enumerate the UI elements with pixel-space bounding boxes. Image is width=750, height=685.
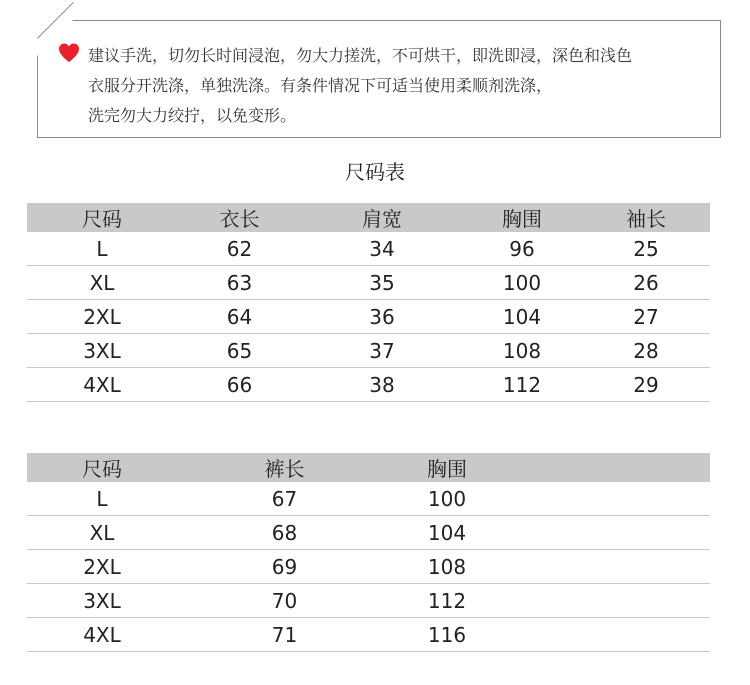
table-cell: 116 — [392, 618, 502, 652]
table-cell: 25 — [582, 232, 710, 266]
table-row — [27, 334, 710, 368]
table-row — [27, 550, 710, 584]
size-cell: L — [27, 482, 177, 516]
table-cell: 62 — [177, 232, 302, 266]
table-cell: 28 — [582, 334, 710, 368]
table-cell: 68 — [177, 516, 392, 550]
care-note-box — [37, 20, 721, 138]
table-cell: 65 — [177, 334, 302, 368]
table-row — [27, 516, 710, 550]
table-header-row — [27, 203, 710, 232]
table-cell: 100 — [392, 482, 502, 516]
header-cell: 尺码 — [27, 453, 177, 482]
top-size-table — [27, 203, 710, 402]
header-spacer — [502, 453, 710, 482]
table-spacer — [502, 482, 710, 516]
table-cell: 35 — [302, 266, 462, 300]
care-note-line: 衣服分开洗涤，单独洗涤。有条件情况下可适当使用柔顺剂洗涤， — [88, 76, 553, 95]
table-cell: 63 — [177, 266, 302, 300]
table-cell: 108 — [462, 334, 582, 368]
bottom-size-table — [27, 453, 710, 652]
header-cell: 袖长 — [582, 203, 710, 232]
header-cell: 衣长 — [177, 203, 302, 232]
size-cell: 4XL — [27, 368, 177, 402]
table-spacer — [502, 550, 710, 584]
table-cell: 112 — [392, 584, 502, 618]
table-cell: 100 — [462, 266, 582, 300]
table-row — [27, 300, 710, 334]
table-cell: 66 — [177, 368, 302, 402]
table-spacer — [502, 618, 710, 652]
table-row — [27, 266, 710, 300]
heart-icon — [58, 43, 80, 63]
table-cell: 69 — [177, 550, 392, 584]
table-cell: 29 — [582, 368, 710, 402]
size-cell: 4XL — [27, 618, 177, 652]
care-note-text — [88, 41, 632, 131]
table-cell: 96 — [462, 232, 582, 266]
table-cell: 37 — [302, 334, 462, 368]
table-cell: 71 — [177, 618, 392, 652]
table-row — [27, 584, 710, 618]
size-cell: 3XL — [27, 584, 177, 618]
table-cell: 64 — [177, 300, 302, 334]
header-cell: 肩宽 — [302, 203, 462, 232]
size-cell: 2XL — [27, 550, 177, 584]
table-cell: 26 — [582, 266, 710, 300]
header-cell: 胸围 — [392, 453, 502, 482]
table-cell: 112 — [462, 368, 582, 402]
care-note-line: 建议手洗，切勿长时间浸泡，勿大力搓洗，不可烘干，即洗即浸，深色和浅色 — [88, 46, 633, 65]
table-cell: 34 — [302, 232, 462, 266]
table-spacer — [502, 516, 710, 550]
table-row — [27, 232, 710, 266]
header-cell: 裤长 — [177, 453, 392, 482]
table-cell: 70 — [177, 584, 392, 618]
size-cell: 2XL — [27, 300, 177, 334]
size-cell: L — [27, 232, 177, 266]
size-cell: XL — [27, 266, 177, 300]
table-cell: 104 — [462, 300, 582, 334]
table-cell: 38 — [302, 368, 462, 402]
table-header-row — [27, 453, 710, 482]
table-row — [27, 618, 710, 652]
table-row — [27, 482, 710, 516]
table-cell: 108 — [392, 550, 502, 584]
size-cell: 3XL — [27, 334, 177, 368]
table-spacer — [502, 584, 710, 618]
header-cell: 尺码 — [27, 203, 177, 232]
table-row — [27, 368, 710, 402]
size-chart-title: 尺码表 — [345, 160, 405, 184]
table-cell: 67 — [177, 482, 392, 516]
care-note-line: 洗完勿大力绞拧，以免变形。 — [88, 106, 297, 125]
table-cell: 27 — [582, 300, 710, 334]
header-cell: 胸围 — [462, 203, 582, 232]
table-cell: 36 — [302, 300, 462, 334]
table-cell: 104 — [392, 516, 502, 550]
size-cell: XL — [27, 516, 177, 550]
